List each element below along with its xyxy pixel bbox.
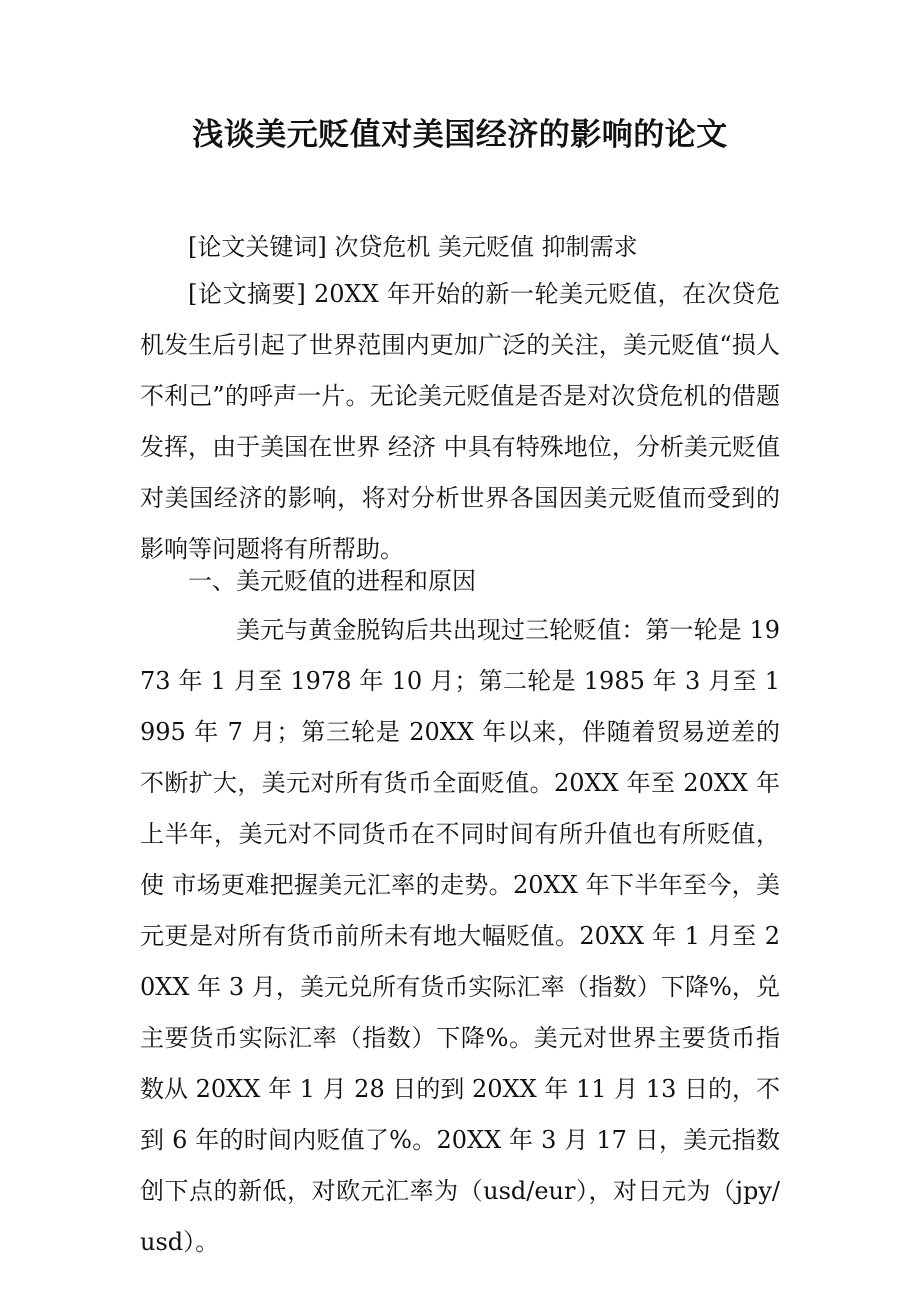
body-paragraph: 美元与黄金脱钩后共出现过三轮贬值：第一轮是 1973 年 1 月至 1978 年 10 月；第二轮是 1985 年 3 月至 1995 年 7 月；第三轮是 20XX 年以来，伴随着贸易逆差的不断扩大，美元对所有货币全面贬值。20XX 年至 20XX 年上半年，美元对不同货币在不同时间有所升值也有所贬值，使 市场更难把握美元汇率的走势。20XX 年下半年至今，美元更是对所有货币前所未有地大幅贬值。20XX 年 1 月至 20XX 年 3 月，美元兑所有货币实际汇率（指数）下降%，兑主要货币实际汇率（指数）下降%。美元对世界主要货币指数从 20XX 年 1 月 28 日的到 20XX 年 11 月 13 日的，不到 6 年的时间内贬值了%。20XX 年 3 月 17 日，美元指数创下点的新低，对欧元汇率为（usd/eur），对日元为（jpy/usd）。 — [140, 616, 780, 1256]
keywords-line: [论文关键词] 次贷危机 美元贬值 抑制需求 — [188, 233, 638, 261]
document-title: 浅谈美元贬值对美国经济的影响的论文 — [192, 117, 728, 153]
section-heading: 一、美元贬值的进程和原因 — [188, 567, 476, 595]
abstract-paragraph: [论文摘要] 20XX 年开始的新一轮美元贬值，在次贷危机发生后引起了世界范围内更加广泛的关注，美元贬值“损人不利己”的呼声一片。无论美元贬值是否是对次贷危机的借题发挥，由于美国在世界 经济 中具有特殊地位，分析美元贬值对美国经济的影响，将对分析世界各国因美元贬值而受到的影响等问题将有所帮助。 — [140, 280, 780, 563]
